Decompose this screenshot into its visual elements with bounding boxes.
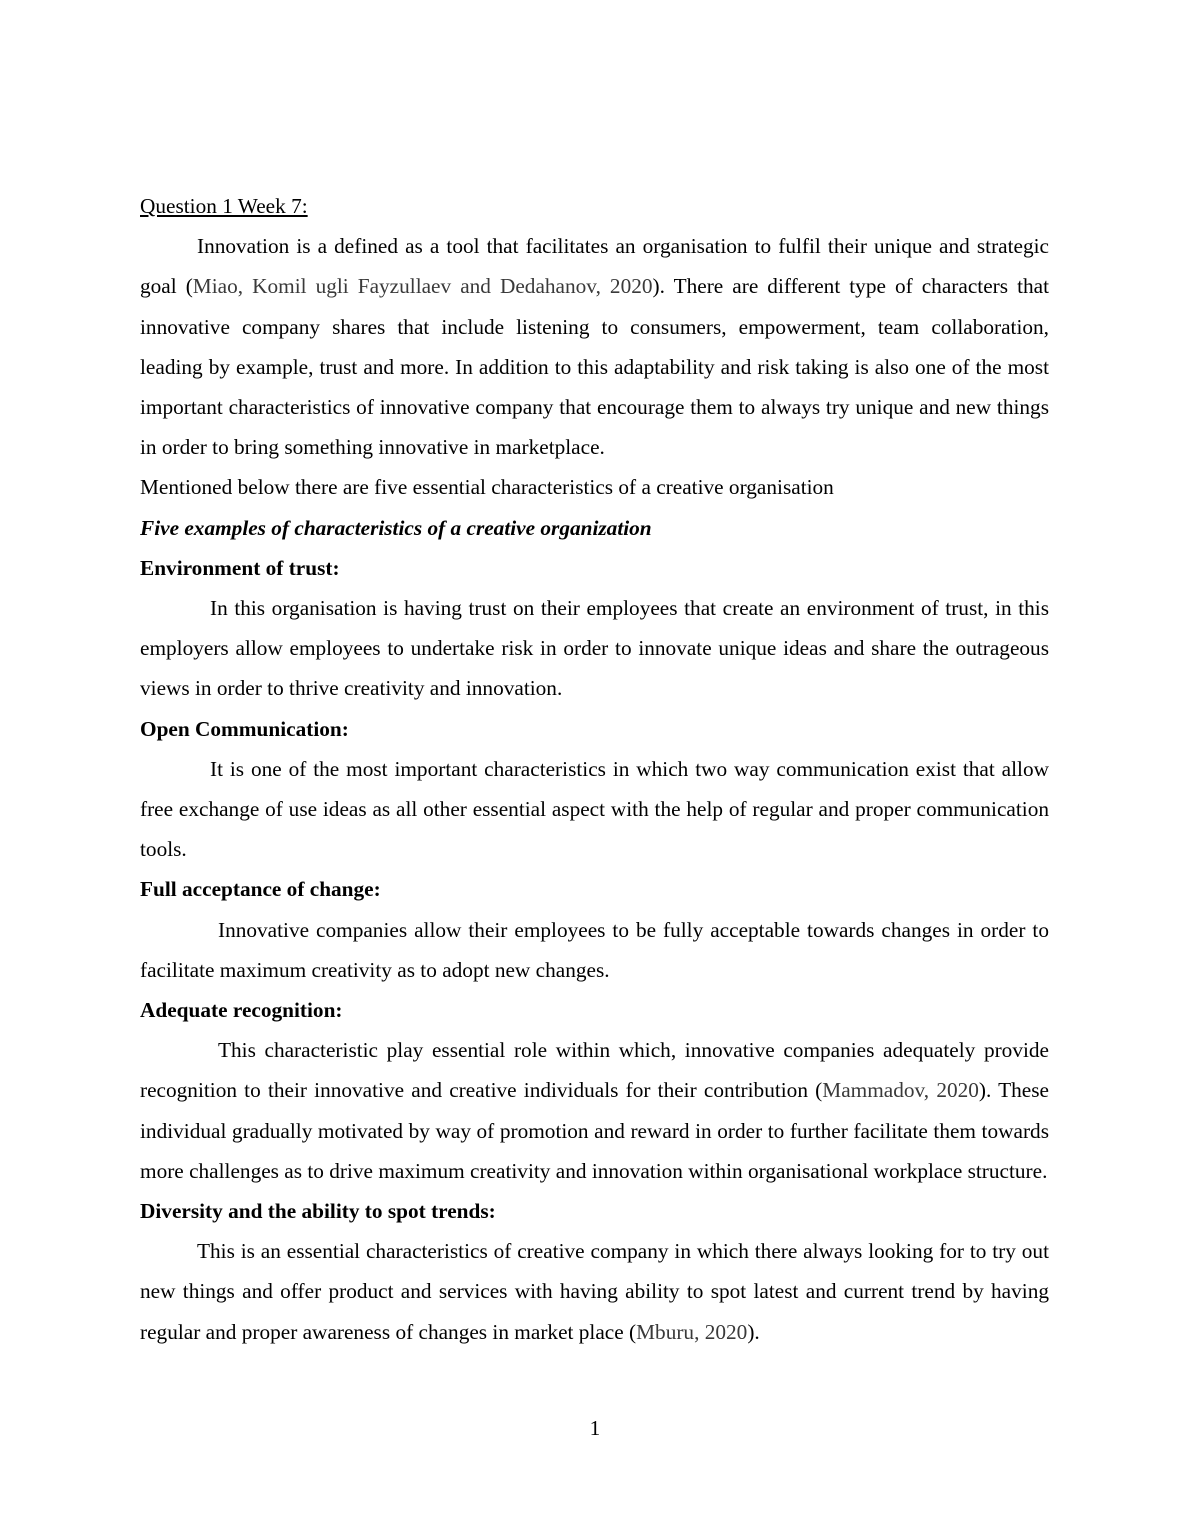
section-heading: Diversity and the ability to spot trends:	[140, 1199, 496, 1224]
question-title: Question 1 Week 7:	[140, 194, 308, 218]
section-heading: Open Communication:	[140, 716, 349, 741]
section-heading: Full acceptance of change:	[140, 877, 381, 902]
section-paragraph: In this organisation is having trust on their employees that create an environment of trust, in this employers allow employees to undertake risk in order to innovate unique ideas and share the outrageous views in order to thrive creativity and innovation.	[140, 596, 1049, 701]
paragraph-text-after: ).	[747, 1319, 760, 1344]
section-paragraph: It is one of the most important characteristics in which two way communication exist that allow free exchange of use ideas as all other essential aspect with the help of regular and proper communication tools.	[140, 756, 1049, 862]
paragraph-text: This is an essential characteristics of creative company in which there always looking for to try out new things and offer product and services with having ability to spot latest and current trend by having regular and proper awareness of changes in market place (	[140, 1239, 1049, 1344]
intro-last-line: Mentioned below there are five essential characteristics of a creative organisation	[140, 475, 834, 500]
page-number: 1	[589, 1416, 601, 1440]
citation: Miao, Komil ugli Fayzullaev and Dedahanov, 2020	[192, 274, 653, 299]
section-paragraph: Innovative companies allow their employees to be fully acceptable towards changes in order to facilitate maximum creativity as to adopt new changes.	[140, 917, 1049, 982]
citation: Mburu, 2020	[636, 1319, 748, 1344]
document-page	[140, 186, 1049, 1352]
section-heading: Environment of trust:	[140, 555, 340, 580]
section-heading: Adequate recognition:	[140, 998, 343, 1023]
section-paragraph	[140, 1030, 1049, 1191]
intro-text-after: ). There are different type of characters that innovative company shares that include listening to consumers, empowerment, team collaboration, leading by example, trust and more. In addition to this adaptability and risk taking is also one of the most important characteristics of innovative company that encourage them to always try unique and new things in order to bring something innovative in marketplace.	[140, 274, 1049, 460]
section-paragraph	[140, 1231, 1049, 1352]
citation: Mammadov, 2020	[822, 1078, 979, 1103]
paragraph-text: This characteristic play essential role within which, innovative companies adequately provide recognition to their innovative and creative individuals for their contribution (	[140, 1038, 1049, 1103]
section-subtitle: Five examples of characteristics of a creative organization	[140, 515, 652, 540]
intro-paragraph	[140, 226, 1049, 467]
intro-text: Innovation is a defined as a tool that facilitates an organisation to fulfil their unique and strategic goal (	[140, 234, 1049, 299]
paragraph-text-after: ). These individual gradually motivated by way of promotion and reward in order to further facilitate them towards more challenges as to drive maximum creativity and innovation within organisational workplace structure.	[140, 1078, 1049, 1183]
